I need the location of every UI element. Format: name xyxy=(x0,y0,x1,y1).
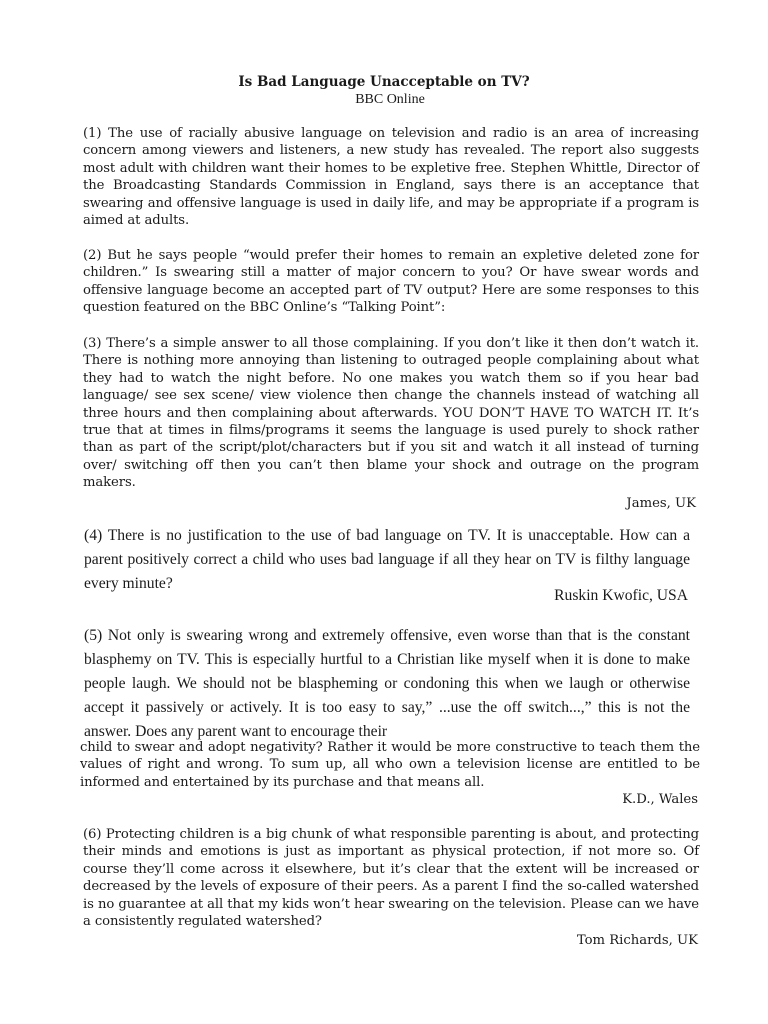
paragraph-2: (2) But he says people “would prefer their homes to remain an expletive deleted zone for children.” Is swearing still a matter of major concern to you? Or have swear words and offensive language become an accepted part of TV output? Here are some responses to this question featured on the BBC Online’s “Talking Point”: xyxy=(83,248,699,316)
paragraph-5: (5) Not only is swearing wrong and extremely offensive, even worse than that is the constant blasphemy on TV. This is especially hurtful to a Christian like myself when it is done to make people laugh. We should not be blaspheming or condoning this when we laugh or otherwise accept it passively or actively. It is too easy to say,” ...use the off switch...,” this is not the answer. Does any parent want to encourage their xyxy=(84,627,690,740)
paragraph-6: (6) Protecting children is a big chunk of what responsible parenting is about, and protecting their minds and emotions is just as important as physical protection, if not more so. Of course they’ll come across it elsewhere, but it’s clear that the extent will be increased or decreased by the levels of exposure of their peers. As a parent I find the so-called watershed is no guarantee at all that my kids won’t hear swearing on the television. Please can we have a consistently regulated watershed? xyxy=(83,827,699,930)
paragraph-4: (4) There is no justification to the use of bad language on TV. It is unacceptable. How can a parent positively correct a child who uses bad language if all they hear on TV is filthy language every minute? xyxy=(84,527,690,592)
author-signature: Tom Richards, UK xyxy=(576,933,698,948)
paragraph-1: (1) The use of racially abusive language on television and radio is an area of increasing concern among viewers and listeners, a new study has revealed. The report also suggests most adult with children want their homes to be expletive free. Stephen Whittle, Director of the Broadcasting Standards Commission in England, says there is an acceptance that swearing and offensive language is used in daily life, and may be appropriate if a program is aimed at adults. xyxy=(83,126,699,229)
author-signature: K.D., Wales xyxy=(622,792,698,807)
paragraph-3: (3) There’s a simple answer to all those complaining. If you don’t like it then don’t watch it. There is nothing more annoying than listening to outraged people complaining about what they had to watch the night before. No one makes you watch them so if you hear bad language/ see sex scene/ view violence then change the channels instead of watching all three hours and then complaining about afterwards. YOU DON’T HAVE TO WATCH IT. It’s true that at times in films/programs it seems the language is used purely to shock rather than as part of the script/plot/characters but if you sit and watch it all instead of turning over/ switching off then you can’t then blame your shock and outrage on the program makers. xyxy=(83,336,699,491)
author-signature: James, UK xyxy=(626,496,696,511)
document-source: BBC Online xyxy=(355,92,425,107)
author-signature: Ruskin Kwofic, USA xyxy=(554,587,688,604)
paragraph-5-continued: child to swear and adopt negativity? Rather it would be more constructive to teach them the values of right and wrong. To sum up, all who own a television license are entitled to be informed and entertained by its purchase and that means all. xyxy=(80,740,700,790)
document-title: Is Bad Language Unacceptable on TV? xyxy=(238,74,530,90)
